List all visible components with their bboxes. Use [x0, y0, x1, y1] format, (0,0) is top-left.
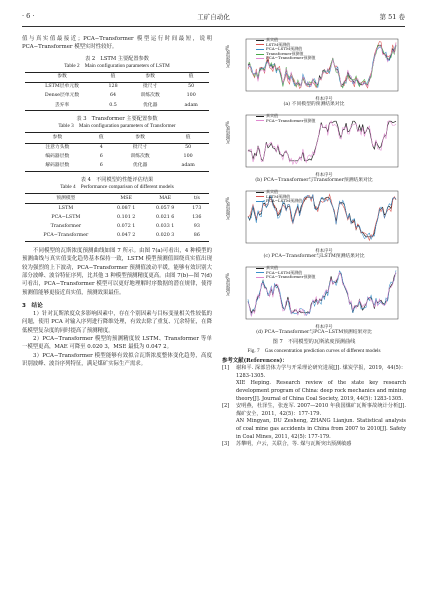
legend-swatch — [256, 277, 264, 278]
y-axis-label: 瓦斯浓度/% — [226, 197, 231, 220]
figure-7-panel — [226, 35, 406, 97]
table-3-caption-en: Table 3 Main configuration parameters of Transformer — [58, 123, 176, 130]
legend-label: LSTM预测值 — [266, 193, 291, 199]
table-cell: 注意力头数 — [45, 144, 70, 150]
table-cell: 编码器层数 — [45, 154, 70, 160]
table-header-cell: 值 — [98, 134, 104, 140]
legend-swatch — [256, 40, 264, 41]
table-cell: adam — [181, 163, 195, 169]
page-number: · 6 · — [22, 12, 35, 20]
table-row — [25, 204, 209, 214]
table-4-grid — [25, 193, 209, 242]
legend — [256, 266, 315, 280]
legend-label: Transformer预测值 — [266, 50, 304, 56]
legend — [256, 38, 315, 61]
table-row — [25, 162, 209, 172]
table-4 — [22, 177, 212, 242]
table-header-cell: MAE — [159, 195, 172, 201]
figure-7-caption-zh: 图 7 不同模型的瓦斯浓度预测曲线 — [272, 339, 356, 345]
table-row — [25, 213, 209, 222]
table-cell: 优化器 — [142, 102, 158, 108]
table-cell: 训练次数 — [130, 154, 150, 160]
legend-label: LSTM预测值 — [266, 41, 291, 47]
reference-number: [2] — [222, 403, 230, 410]
legend-label: PCA−Transformer预测值 — [266, 55, 316, 61]
table-cell: 50 — [188, 84, 195, 90]
legend-label: PCA−LSTM预测值 — [266, 46, 303, 52]
volume-number: 第 51 卷 — [379, 13, 405, 21]
figure-7-panel — [226, 263, 406, 325]
reference-list — [222, 365, 406, 449]
reference-text: 谢和平. 深部岩体力学与开采理论研究进展[J]. 煤炭学报，2019，44(5)：1283-1305. — [236, 365, 406, 379]
table-row — [25, 153, 209, 162]
table-cell: LSTM层单元数 — [45, 84, 79, 90]
table-cell: 0.087 1 — [117, 205, 136, 211]
table-cell: 86 — [193, 233, 200, 239]
legend-swatch — [256, 196, 264, 197]
table-4-caption-en: Table 4 Performance comparison of different models — [60, 184, 174, 191]
panel-plot — [226, 187, 402, 249]
table-cell: 0.101 2 — [117, 214, 136, 220]
table-cell: 0.057 9 — [156, 205, 175, 211]
legend-swatch — [256, 116, 264, 117]
table-header-cell: 值 — [185, 134, 191, 140]
legend-label: PCA−LSTM预测值 — [266, 198, 303, 204]
right-column — [222, 35, 406, 449]
intro-paragraph: 值与真实值最接近；PCA−Transformer 模型运行时间最短，说明 PCA−Transformer 模型实时性较好。 — [22, 36, 212, 51]
legend-swatch — [256, 54, 264, 55]
reference-item — [222, 418, 406, 441]
reference-text: XIE Heping. Research review of the state key research development program of China: deep rock mechanics and mining theory[J]. Journal of China Coal Society, 2019, 44(5): 1283-1305. — [236, 380, 406, 402]
y-axis-label: 瓦斯浓度/% — [226, 121, 231, 144]
references-heading: 参考文献(References)： — [222, 358, 288, 364]
journal-name: 工矿自动化 — [197, 13, 230, 21]
reference-number — [222, 380, 236, 403]
figure-7-panel — [226, 187, 406, 249]
x-axis-label: 样本序号 — [315, 325, 333, 330]
conclusion-item-3: 3）PCA−Transformer 模型能够有效拟合瓦斯浓度整体变化趋势，高度识别波峰、波谷序列特征，满足煤矿实际生产需求。 — [22, 352, 212, 367]
legend-label: PCA−LSTM预测值 — [266, 269, 303, 275]
table-cell: 136 — [192, 214, 202, 220]
table-header-cell: 参数 — [57, 74, 67, 80]
table-cell: 0.047 2 — [117, 233, 136, 239]
figure-7 — [222, 35, 406, 336]
table-cell: LSTM — [58, 205, 74, 211]
y-axis-label: 瓦斯浓度/% — [226, 273, 231, 296]
table-cell: 4 — [99, 144, 103, 150]
table-header-cell: t/s — [193, 195, 200, 201]
table-cell: 0.5 — [109, 102, 117, 108]
table-cell: 0.033 1 — [156, 224, 175, 230]
x-axis-label: 样本序号 — [315, 249, 333, 254]
legend-swatch — [256, 192, 264, 193]
reference-item — [222, 380, 406, 403]
table-row — [25, 92, 209, 101]
legend-label: 真实值 — [266, 37, 278, 42]
reference-text: 苏攀明，卢云，关联合，等. 煤与瓦斯突出预测敏感 — [236, 441, 352, 448]
x-axis-label: 样本序号 — [315, 97, 333, 102]
reference-item — [222, 441, 406, 449]
table-row — [25, 101, 209, 111]
panel-caption: (a) 不同模型的预测结果对比 — [283, 102, 345, 107]
legend-item — [256, 275, 315, 280]
table-4-caption-zh: 表 4 不同模型的性能评估结果 — [80, 177, 154, 184]
reference-item — [222, 365, 406, 380]
table-cell: 训练次数 — [140, 93, 160, 99]
legend-swatch — [256, 268, 264, 269]
table-cell: 批尺寸 — [132, 144, 148, 150]
table-cell: 64 — [110, 93, 117, 99]
table-2 — [22, 56, 212, 112]
legend-swatch — [256, 201, 264, 202]
table-cell: 93 — [193, 224, 200, 230]
legend — [256, 114, 315, 123]
table-row — [25, 143, 209, 153]
conclusion-item-1: 1）针对瓦斯浓度众多影响因素中，存在个别因素与目标变量相关性较低的问题，使用 PCA 对输入序列进行降维处理，有效去除了重复、冗余特征，在降低模型复杂度的同时提高了预测精度。 — [22, 311, 212, 334]
table-cell: 100 — [186, 93, 196, 99]
left-column — [22, 35, 212, 368]
table-cell: 0.020 3 — [156, 233, 175, 239]
running-header — [22, 12, 405, 24]
table-cell: Dense层单元数 — [44, 93, 80, 99]
table-cell: 丢弃率 — [54, 102, 70, 108]
legend-label: 真实值 — [266, 265, 278, 270]
legend-swatch — [256, 58, 264, 59]
table-row — [25, 232, 209, 242]
table-header-cell: 值 — [188, 74, 194, 80]
table-cell: 50 — [185, 144, 192, 150]
table-cell: 0.021 6 — [156, 214, 175, 220]
table-header-cell: 参数 — [135, 134, 145, 140]
table-cell: 解码器层数 — [45, 163, 70, 169]
table-header-cell: MSE — [120, 195, 133, 201]
header-rule — [22, 26, 405, 27]
table-cell: 100 — [183, 154, 193, 160]
legend-item — [256, 56, 315, 61]
table-cell: 批尺寸 — [142, 84, 158, 90]
table-cell: 128 — [108, 84, 118, 90]
legend-label: PCA−Transformer预测值 — [266, 274, 316, 280]
panel-caption: (c) PCA−Transformer与LSTM预测结果对比 — [263, 254, 365, 259]
table-cell: Transformer — [50, 224, 82, 230]
table-3-grid — [25, 132, 209, 172]
table-cell: PCA−Transformer — [43, 233, 89, 239]
reference-text: AN Mingyan, DU Zesheng, ZHANG Lianjun. Statistical analysis of coal mine gas accidents in China from 2007 to 2010[J]. Safety in Coal Mines, 2011, 42(5): 177-179. — [236, 418, 406, 440]
figure-7-panel — [226, 111, 406, 173]
table-cell: 6 — [99, 163, 103, 169]
table-3-caption-zh: 表 3 Transformer 主要配置参数 — [76, 116, 158, 123]
table-row — [25, 82, 209, 92]
table-2-grid — [25, 72, 209, 112]
table-header-cell: 预测模型 — [56, 195, 76, 201]
table-cell: 0.072 1 — [117, 224, 136, 230]
legend-swatch — [256, 272, 264, 273]
table-header-cell: 参数 — [52, 134, 63, 140]
legend-item — [256, 119, 315, 124]
section-heading-conclusion: 3 结论 — [22, 302, 43, 309]
table-3 — [22, 116, 212, 172]
reference-number: [1] — [222, 365, 230, 372]
legend — [256, 190, 302, 204]
table-row — [25, 223, 209, 232]
table-cell: PCA−LSTM — [51, 214, 81, 220]
legend-swatch — [256, 49, 264, 50]
figure-7-caption-en: Fig. 7 Gas concentration prediction curves of different models — [247, 348, 381, 354]
legend-label: PCA−Transformer预测值 — [266, 117, 316, 123]
table-cell: 6 — [99, 154, 103, 160]
table-header-cell: 参数 — [145, 74, 155, 80]
x-axis-label: 样本序号 — [315, 173, 333, 178]
table-cell: 173 — [192, 205, 202, 211]
conclusion-item-2: 2）PCA−Transformer 模型的预测精度较 LSTM、Transformer 等单一模型更高，MAE 可降至 0.020 3，MSE 最低为 0.047 2。 — [22, 336, 212, 351]
reference-number: [3] — [222, 441, 230, 448]
legend-label: 真实值 — [266, 113, 278, 118]
reference-number — [222, 418, 236, 441]
reference-item — [222, 403, 406, 418]
legend-swatch — [256, 120, 264, 121]
panel-caption: (d) PCA−Transformer与PCA−LSTM预测结果对比 — [256, 330, 372, 335]
table-cell: adam — [184, 102, 198, 108]
y-axis-label: 瓦斯浓度/% — [226, 45, 231, 68]
table-header-cell: 值 — [110, 74, 116, 80]
reference-text: 安明燕，杜泽生，张连军. 2007—2010 年我国煤矿瓦斯事故统计分析[J]. 煤矿安全，2011，42(5)：177-179. — [236, 403, 406, 417]
table-2-caption-en: Table 2 Main configuration parameters of LSTM — [64, 62, 170, 69]
figure-7-discussion: 不同模型的瓦斯浓度预测曲线如图 7 所示。由图 7(a)可看出，4 种模型的预测曲线与真实值变化趋势基本保持一致，LSTM 模型预测值围绕真实值出现较为强烈的上下波动，PCA−Transformer 预测值波动平缓，能够有效识别大部分波峰、波谷特征序列，比其他 3 种模型预测精度更高。由图 7(b)—图 7(d)可看出，PCA−Transformer 模型可以更好地理解时序数据的潜在规律，使得预测值能够更接近真实值，预测效果最佳。 — [22, 248, 212, 296]
table-cell: 优化器 — [132, 163, 148, 169]
legend-label: 真实值 — [266, 189, 278, 194]
legend-item — [256, 199, 302, 204]
panel-caption: (b) PCA−Transformer与Transformer预测结果对比 — [255, 178, 373, 183]
legend-swatch — [256, 44, 264, 45]
table-2-caption-zh: 表 2 LSTM 主要配置参数 — [85, 55, 149, 62]
